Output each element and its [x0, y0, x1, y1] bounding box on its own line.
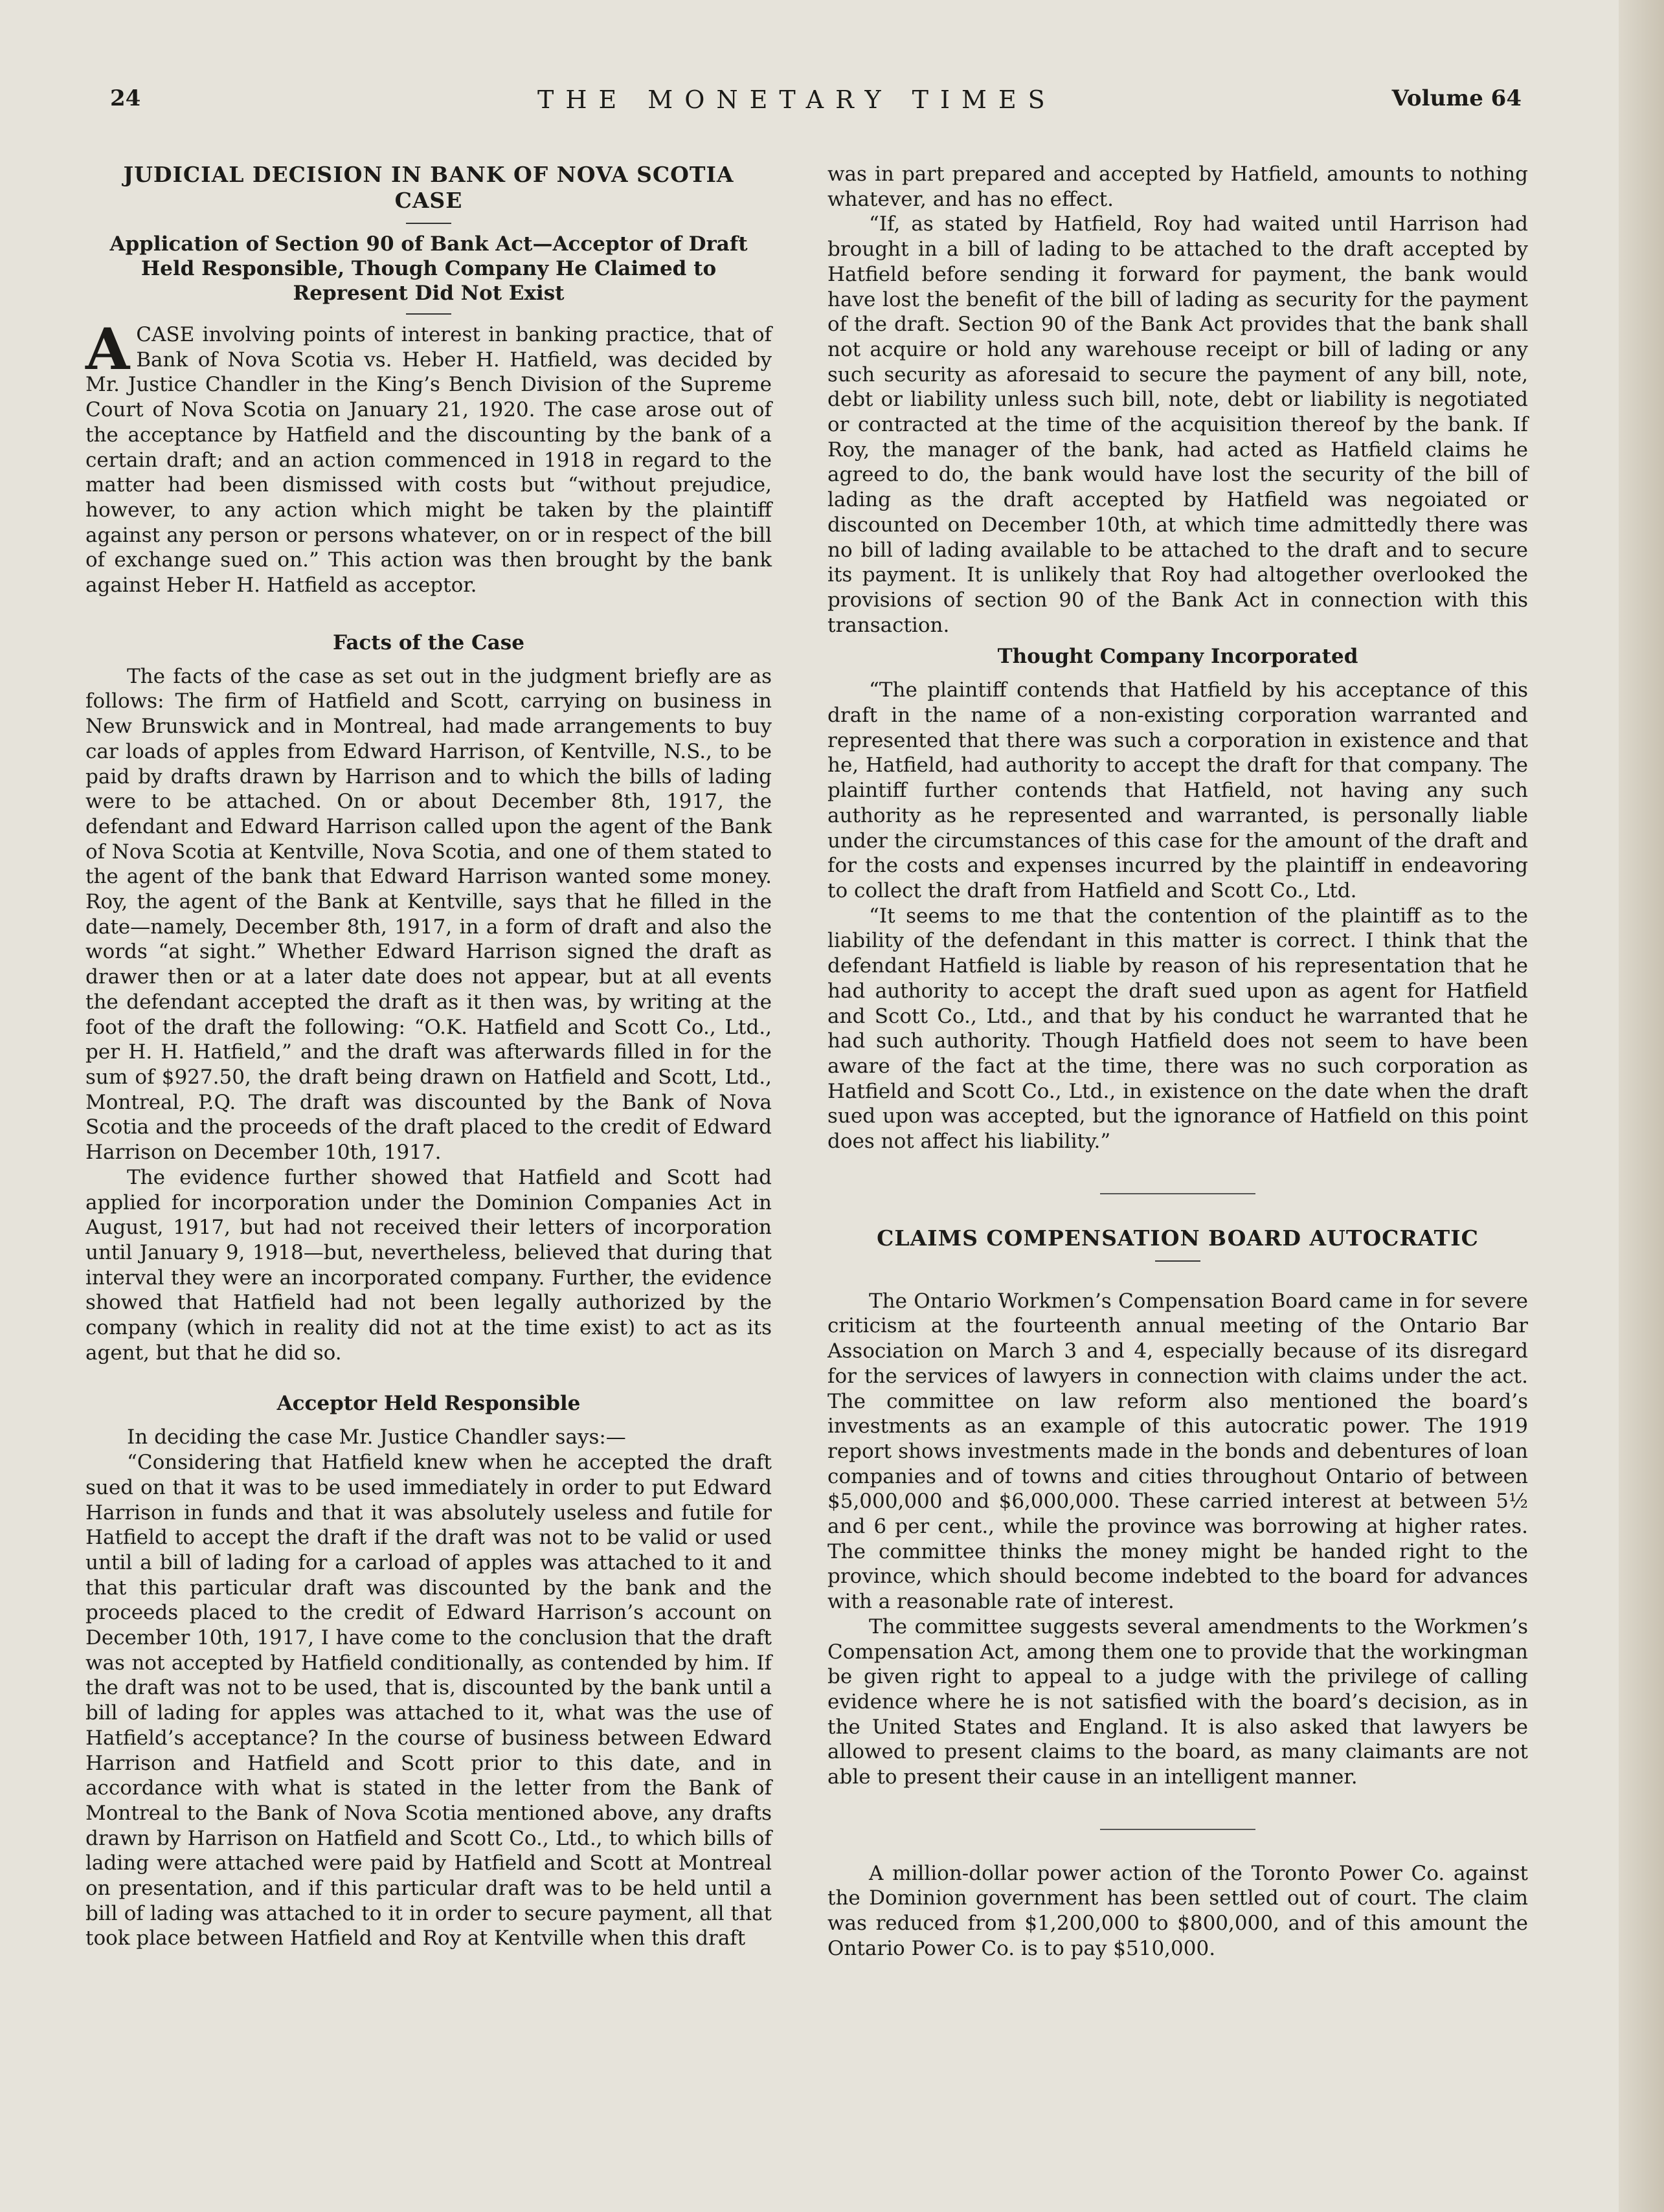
publication-title: THE MONETARY TIMES — [537, 85, 1057, 114]
paragraph: “The plaintiff contends that Hatfield by his acceptance of this draft in the name of a non-existing corporation warranted and represented that there was such a corporation in existence and that he, Hatfield, had authority to accept the draft for that company. The plaintiff further contends that Hatfield, not having any such authority as he represented and warranted, is personally liable under the circumstances of this case for the amount of the draft and for the costs and expenses incurred by the plaintiff in endeavoring to collect the draft from Hatfield and Scott Co., Ltd. — [827, 678, 1528, 902]
drop-cap: A — [85, 315, 130, 383]
intro-text: CASE involving points of interest in banking practice, that of Bank of Nova Scotia vs. Heber H. Hatfield, was decided by Mr. Justice Chandler in the King’s Bench Division of the Supreme Court of Nova Scotia on January 21, 1920. The case arose out of the acceptance by Hatfield and the discounting by the bank of a certain draft; and an action commenced in 1918 in regard to the matter had been dismissed with costs but “without prejudice, however, to any action which might be taken by the plaintiff against any person or persons whatever, on or in respect of the bill of exchange sued on.” This action was then brought by the bank against Heber H. Hatfield as acceptor. — [85, 323, 772, 598]
article-separator — [1100, 1193, 1255, 1194]
paragraph: “It seems to me that the contention of the plaintiff as to the liability of the defendant in this matter is correct. I think that the defendant Hatfield is liable by reason of his representation that he had authority to accept the draft sued upon as agent for Hatfield and Scott Co., Ltd., and that by his conduct he warranted that he had such authority. Though Hatfield does not seem to have been aware of the fact at the time, there was no such corporation as Hatfield and Scott Co., Ltd., in existence on the date when the draft sued upon was accepted, but the ignorance of Hatfield on this point does not affect his liability.” — [827, 904, 1528, 1154]
intro-paragraph — [85, 315, 772, 598]
page-number: 24 — [110, 85, 141, 111]
paragraph: was in part prepared and accepted by Hatfield, amounts to nothing whatever, and has no effect. — [827, 162, 1528, 211]
article-separator — [1100, 1829, 1255, 1830]
article-title: CLAIMS COMPENSATION BOARD AUTOCRATIC — [877, 1225, 1479, 1251]
right-column — [827, 162, 1528, 1961]
paragraph: The facts of the case as set out in the judgment briefly are as follows: The firm of Hatfield and Scott, carrying on business in New Brunswick and in Montreal, had made arrangements to buy car loads of apples from Edward Harrison, of Kentville, N.S., to be paid by drafts drawn by Harrison and to which the bills of lading were to be attached. On or about December 8th, 1917, the defendant and Edward Harrison called upon the agent of the Bank of Nova Scotia at Kentville, Nova Scotia, and one of them stated to the agent of the bank that Edward Harrison wanted some money. Roy, the agent of the Bank at Kentville, says that he filled in the date—namely, December 8th, 1917, in a form of draft and also the words “at sight.” Whether Edward Harrison signed the draft as drawer then or at a later date does not appear, but at all events the defendant accepted the draft as it then was, by writing at the foot of the draft the following: “O.K. Hatfield and Scott Co., Ltd., per H. H. Hatfield,” and the draft was afterwards filled in for the sum of $927.50, the draft being drawn on Hatfield and Scott, Ltd., Montreal, P.Q. The draft was discounted by the Bank of Nova Scotia and the proceeds of the draft placed to the credit of Edward Harrison on December 10th, 1917. — [85, 664, 772, 1165]
left-column — [85, 162, 772, 1951]
paragraph: “Considering that Hatfield knew when he accepted the draft sued on that it was to be used immediately in order to put Edward Harrison in funds and that it was absolutely useless and futile for Hatfield to accept the draft if the draft was not to be valid or used until a bill of lading for a carload of apples was attached to it and that this particular draft was discounted by the bank and the proceeds placed to the credit of Edward Harrison’s account on December 10th, 1917, I have come to the conclusion that the draft was not accepted by Hatfield conditionally, as contended by him. If the draft was not to be used, that is, discounted by the bank until a bill of lading for apples was attached to it, what was the use of Hatfield’s acceptance? In the course of business between Edward Harrison and Hatfield and Scott prior to this date, and in accordance with what is stated in the letter from the Bank of Montreal to the Bank of Nova Scotia mentioned above, any drafts drawn by Harrison on Hatfield and Scott Co., Ltd., to which bills of lading were attached were paid by Hatfield and Scott at Montreal on presentation, and if this particular draft was to be held until a bill of lading was attached to it in order to secure payment, all that took place between Hatfield and Roy at Kentville when this draft — [85, 1451, 772, 1950]
article-subtitle: Application of Section 90 of Bank Act—Acceptor of Draft Held Responsible, Though Company He Claimed to Represent Did Not Exist — [109, 232, 748, 305]
divider — [406, 223, 451, 224]
paragraph: “If, as stated by Hatfield, Roy had waited until Harrison had brought in a bill of lading to be attached to the draft accepted by Hatfield before sending it forward for payment, the bank would have lost the benefit of the bill of lading as security for the payment of the draft. Section 90 of the Bank Act provides that the bank shall not acquire or hold any warehouse receipt or bill of lading or any such security as aforesaid to secure the payment of any bill, note, debt or liability unless such bill, note, debt or liability is negotiated or contracted at the time of the acquisition thereof by the bank. If Roy, the manager of the bank, had acted as Hatfield claims he agreed to do, the bank would have lost the security of the bill of lading as the draft accepted by Hatfield was negoiated or discounted on December 10th, at which time admittedly there was no bill of lading available to be attached to the draft and to secure its payment. It is unlikely that Roy had altogether overlooked the provisions of section 90 of the Bank Act in connection with this transaction. — [827, 212, 1528, 637]
volume-label: Volume 64 — [1391, 85, 1522, 111]
article-title: JUDICIAL DECISION IN BANK OF NOVA SCOTIA CASE — [123, 162, 734, 213]
section-heading-company: Thought Company Incorporated — [997, 645, 1358, 669]
page-header — [110, 85, 1535, 124]
section-heading-facts: Facts of the Case — [333, 631, 524, 654]
divider — [1155, 1260, 1200, 1262]
divider — [406, 313, 451, 315]
section-heading-acceptor: Acceptor Held Responsible — [276, 1392, 581, 1416]
paper-edge — [1619, 0, 1664, 2212]
paragraph: The evidence further showed that Hatfield and Scott had applied for incorporation under the Dominion Companies Act in August, 1917, but had not received their letters of incorporation until January 9, 1918—but, nevertheless, believed that during that interval they were an incorporated company. Further, the evidence showed that Hatfield had not been legally authorized by the company (which in reality did not at the time exist) to act as its agent, but that he did so. — [85, 1165, 772, 1365]
paragraph: The Ontario Workmen’s Compensation Board came in for severe criticism at the fourteenth annual meeting of the Ontario Bar Association on March 3 and 4, especially because of its disregard for the services of lawyers in connection with claims under the act. The committee on law reform also mentioned the board’s investments as an example of this autocratic power. The 1919 report shows investments made in the bonds and debentures of loan companies and of towns and cities throughout Ontario of between $5,000,000 and $6,000,000. These carried interest at between 5½ and 6 per cent., while the province was borrowing at higher rates. The committee thinks the money might be handed right to the province, which should become indebted to the board for advances with a reasonable rate of interest. — [827, 1289, 1528, 1614]
paragraph: A million-dollar power action of the Toronto Power Co. against the Dominion government has been settled out of court. The claim was reduced from $1,200,000 to $800,000, and of this amount the Ontario Power Co. is to pay $510,000. — [827, 1861, 1528, 1960]
paragraph: The committee suggests several amendments to the Workmen’s Compensation Act, among them one to provide that the workingman be given right to appeal to a judge with the privilege of calling evidence where he is not satisfied with the board’s decision, as in the United States and England. It is also asked that lawyers be allowed to present claims to the board, as many claimants are not able to present their cause in an intelligent manner. — [827, 1614, 1528, 1789]
paragraph: In deciding the case Mr. Justice Chandler says:— — [127, 1425, 626, 1449]
